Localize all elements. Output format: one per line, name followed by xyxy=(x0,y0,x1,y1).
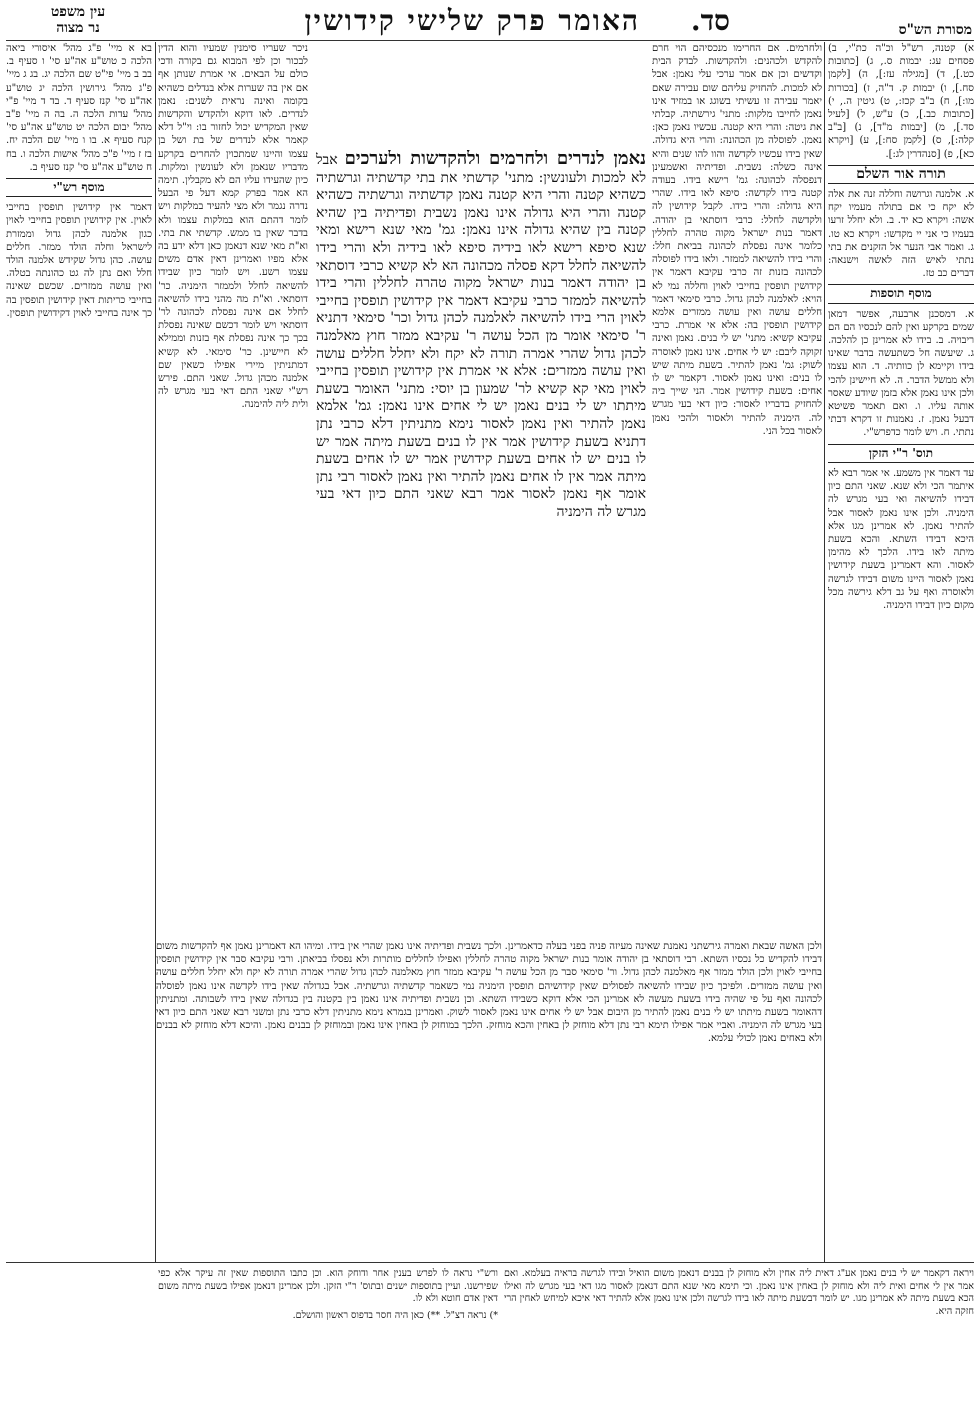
mosaf-tosafot-text: א. דמסכנן ארבעה, אפשר דמאן שמים בקרקע ואין להם לנכסיו הם הם ריבויה. ב. בידו לא אמרינן כן להלכה. ג. שיעשה חל כשתעשה בדבר שאינו בידו וקיימא לן כוותיה. ד. הוא עצמו ולא ממשל הדבר. ה. לא חיישינן להכי ולכן אינו נאמן אלא בזמן שיודע שאסר אותה עליו. ו. ואם תאמר פשיטא דבעל נאמן. ז. נאמנות זו דקרא דבתי נתתי. ח. ויש לומר כדפרש"י. xyxy=(828,308,974,439)
header-rule xyxy=(6,40,974,41)
mosaf-rashi-heading: מוסף רש"י xyxy=(6,178,152,197)
bottom-commentary xyxy=(156,940,822,1258)
rule-bottom xyxy=(6,1262,974,1263)
tos-harosh-heading: תוס' ר"י הזקן xyxy=(828,444,974,463)
masoret-hashas-heading: מסורת הש"ס xyxy=(898,22,972,38)
outer-left-column xyxy=(6,42,152,1042)
tosafot-text: ניכר שעריו סימנין שמעיו והוא הדין לבכור וכן לפי המבוא גם בקורה ודכי כולם על הבאים. אי אמרת שנותן אף אם אין בה שערות אלא בגדלים כשהיא בקומה ואינה נראית לשנים: נאמן לנדרים. לאו דוקא ולהקדש והקדשות שאין המקדיש יכול לחזור בו: וי"ל דלא קאמר אלא לנדרים של בת ושל בן עצמו והיינו שמתכוין להחרים בקרקע מדבריו שנאמן ולא לעונשין ומלקות. כיון שהעידו עליו הם לא מקבלין. תימה הא אמר בפרק קמא דעל פי הבעל נדרה נגמר ולא מצי להעיד במלקות ויש לומר דהתם הוא במלקות עצמו ולא בדבר שאין בו ממש. קדשתי את בתי. וא"ת מאי שנא דנאמן כאן דלא ידע בה אלא מפיו ואמרינן דאין אדם משים עצמו רשע. ויש לומר כיון שבידו להשיאה לחלל ולממזר הימניה. כר' דוסתאי. וא"ת מה מהני בידו להשיאה לחלל אם אינה נפסלת לכהונה לר' דוסתאי ויש לומר דכשם שאינה נפסלת בכך כך אינה נפסלת אף בזנות וממילא לא חיישינן. כר' סימאי. לא קשיא דמתניתין מיירי אפילו כשאין שם אלמנה מכהן גדול. שאני התם. פירש רש"י שאני התם דאי בעי מגרש לה ולית ליה להימנה. xyxy=(158,43,308,411)
torah-or-heading: תורה אור השלם xyxy=(828,165,974,184)
footnote: *) נראה דצ"ל. **) כאן היה חסר בדפוס ראשון והושלם. xyxy=(292,1309,498,1321)
rashi-column xyxy=(652,42,822,932)
torah-or-text: א. אלמנה וגרושה וחללה זנה את אלה לא יקח כי אם בתולה מעמיו יקח אשה: ויקרא כא יד. ב. ולא יחלל זרעו בעמיו כי אני יי מקדשו: ויקרא כא טו. ג. ואמר אבי הנער אל הזקנים את בתי נתתי לאיש הזה לאשה וישנאה: דברים כב טז. xyxy=(828,189,974,280)
bottom-commentary-text: ולכן האשה שבאת ואמרה גירשתני נאמנת שאינה מעיזה פניה בפני בעלה כדאמרינן. ולכך נשבית ופדיתיה אינו נאמן שהרי אין בידו. ומיהו הא דאמרינן נאמן אף להקדשות משום דבידו להקדיש כל נכסיו השתא. רבי דוסתאי בן יהודה אומר בנות ישראל מקוה טהרה לחללין ואפילו לחללים מותרות ולא נפסלו בביאתן. ורבי עקיבא סבר אין קידושין תופסין בחייבי לאוין ולכן הולד ממזר אף מאלמנה לכהן גדול. ור' סימאי סבר מן הכל עושה ר' עקיבא ממזר חוץ מאלמנה לכהן גדול שהרי אמרה תורה לא יקח ולא יחלל חללים עושה ואין עושה ממזרים. ולפיכך כיון שבידו להשיאה לפסולים שאין קידושיהם תופסין הימניה נמי כשאמר קדשתיה וגרשתיה. אבל בגדולה שאין בידו לקדשה אינו נאמן לפוסלה לכהונה ואף על פי שהיה בידו בשעת מעשה לא אמרינן הכי אלא דוקא כשבידו השתא. וכן נשבית ופדיתיה אינו נאמן בין בקטנה בין בגדולה שאין בידו לשבותה. ומתניתין דהאומר בשעת מיתתו יש לי בנים נאמן להתיר מן היבום אבל יש לי אחים אינו נאמן לאסור לשוק. ואמרינן בגמרא נימא מתניתין דלא כרבי נתן ומשני רבא שאני התם כיון דאי בעי מגרש לה הימניה. ואביי אמר אפילו תימא רבי נתן דלא מוחזק לן באחין והכא מוחזק. הלכך במוחזק לן באחין אינו נאמן ובמוחזק לן בבנים נאמן. והיכא דלא מוחזק לא בבנים ולא באחים נאמן לכולי עלמא. xyxy=(156,941,822,1045)
masoret-text: א) קטנה, רש"ל וכ"ה כת"י, ב) פסחים עג: יבמות ס., ג) [כתובות כט.], ד) [מגילה עז:], ה) [לקמן סח.], ו) יבמות ק. ד"ה, ז) [בכורות מו:], ח) ב"ב קכז:, ט) גיטין ה., י) [כתובות כב.], כ) ע"ש, ל) [לעיל סד.], מ) [יבמות מ"ד], נ) [ב"ב קלה:], ס) [לקמן סח:], ע) [ויקרא כא], פ) [סנהדרין לג:]. xyxy=(828,43,974,160)
footer-right-commentary xyxy=(504,1268,974,1409)
folio-number: סד. xyxy=(690,4,730,37)
footer-left-text: ורש"י נראה לו לפרש בענין אחר ודוחק הוא. וכן כתבו התוספות שאין זה עיקר אלא כפי שפירשנו. ועיין בתוספות ישנים ובתוס' ר"י הזקן. ולכן אמרינן דנאמן אפילו בשעת מיתה משום דאין אדם חוטא ולא לו. xyxy=(158,1268,498,1304)
outer-right-column xyxy=(828,42,974,1042)
gemara-body: אבל לא למכות ולעונשין: מתני' קדשתי את בתי קדשתיה וגרשתיה כשהיא קטנה והרי היא קטנה נאמן קדשתיה וגרשתיה כשהיא קטנה והרי היא גדולה אינו נאמן נשבית ופדיתיה בין שהיא קטנה בין שהיא גדולה אינו נאמן: גמ' מאי שנא רישא ומאי שנא סיפא רישא לאו בידיה סיפא לאו בידיה ולא והרי בידו להשיאה לחלל דקא פסלה מכהונה הא לא קשיא כרבי דוסתאי בן יהודה דאמר בנות ישראל מקוה טהרה לחללין והרי בידו להשיאה לממזר כרבי עקיבא דאמר אין קידושין תופסין בחייבי לאוין הרי בידו להשיאה לאלמנה לכהן גדול וכר' סימאי דתניא ר' סימאי אומר מן הכל עושה ר' עקיבא ממזר חוץ מאלמנה לכהן גדול שהרי אמרה תורה לא יקח ולא יחלל חללים עושה ואין עושה ממזרים: אלא אי אמרת אין קידושין תופסין בחייבי לאוין מאי קא קשיא לר' שמעון בן יוסי: מתני' האומר בשעת מיתתו יש לי בנים נאמן יש לי אחים אינו נאמן: גמ' אלמא נאמן להתיר ואין נאמן לאסור נימא מתניתין דלא כרבי נתן דתניא בשעת קידושין אמר אין לו בנים בשעת מיתה אמר יש לו בנים יש לו אחים בשעת קידושין אמר יש לו אחים בשעת מיתה אמר אין לו אחים נאמן להתיר ואין נאמן לאסור רבי נתן אומר אף נאמן לאסור אמר רבא שאני התם כיון דאי בעי מגרש לה הימניה xyxy=(316,152,646,520)
mosaf-rashi-text: דאמר אין קידושין תופסין בחייבי לאוין. אין קידושין תופסין בחייבי לאוין כגון אלמנה לכהן גדול וממזרת לישראל וחלה הולד ממזר. חללים עושה. כהן גדול שקידש אלמנה הולד חלל ואם נתן לה גט כהונתה בטלה. ואין עושה ממזרים. שכשם שאינה בחייבי כריתות דאין קידושין תופסין בה כך אינה בחייבי לאוין דקידושין תופסין. xyxy=(6,202,152,319)
ein-mishpat-text: בא א מיי' פ"ג מהל' איסורי ביאה הלכה כ טוש"ע אה"ע סי' ו סעיף ב. בב ב מיי' פי"ט שם הלכה יג. בג ג מיי' פ"ג מהל' גירושין הלכה יג טוש"ע אה"ע סי' קנז סעיף ד. בד ד מיי' פ"י מהל' עדות הלכה ה. בה ה מיי' פ"ב מהל' יבום הלכה יט טוש"ע אה"ע סי' קנח סעיף א. בו ו מיי' שם הלכה יח. בז ז מיי' פ"כ מהל' אישות הלכה ו. בח ח טוש"ע אה"ע סי' קנז סעיף ב. xyxy=(6,43,152,173)
rashi-text: ולחרמים. אם החרימו מנכסיהם הוי חרם להקדש ולכהנים: ולהקדשות. לבדק הבית וקדשים וכן אם אמר ערכי עלי נאמן: אבל לא למכות. להחזיק עליהם שום עבירה שאם יאמר עבירה זו עשיתי בשוגג או במזיד אינו נאמן לחייבו מלקות: מתני' גירשתיה. קבלתי את גיטה: והרי היא קטנה. עכשיו נאמן כאן: נאמן. לפוסלה מן הכהונה: והרי היא גדולה. שאין בידו עכשיו לקדשה והוו להו שנים והיא אינה כשלה: נשבית. ופדיתיה ואשמעינן דנפסלה לכהונה: גמ' רישא בידו. בעודה קטנה בידו לקדשה: סיפא לאו בידו. שהרי היא גדולה: והרי בידו. לקבל קידושין לה ולקדשה לחלל: כרבי דוסתאי בן יהודה. דאמר בנות ישראל מקוה טהרה לחללין כלומר אינה נפסלת לכהונה בביאת חלל: והרי בידו להשיאה לממזר. ולאו בידו לפוסלה לכהונה בזנות זה כרבי עקיבא דאמר אין קידושין תופסין בחייבי לאוין וחללה נמי לא הויא: לאלמנה לכהן גדול. כרבי סימאי דאמר חללים עושה ואין עושה ממזרים אלמא קידושין תופסין בה: אלא אי אמרת. כרבי עקיבא קשיא: מתני' יש לי בנים. נאמן ואינה זקוקה ליבם: יש לי אחים. אינו נאמן לאוסרה לשוק: גמ' נאמן להתיר. בשעת מיתה שיש לו בנים: ואינו נאמן לאסור. דקאמר יש לו אחים: בשעת קידושין אמר. הני שייך ביה להחזיק בדבריו לאסור: כיון דאי בעי מגרש לה. הימניה להתיר ולאסור ולהכי נאמן לאסור בכל הני. xyxy=(652,43,822,437)
tosafot-column xyxy=(158,42,308,938)
gemara-main-text xyxy=(316,150,646,932)
footer-right-text: ויראה דקאמר יש לי בנים נאמן אע"ג דאית ליה אחין ולא מוחזק לן בבנים דנאמן משום הואיל ובידו לגרשה בראיה בעלמא. ואם אמר אין לי אחים ואית ליה ולא מוחזק לן באחין אינו נאמן. וכי תימא מאי שנא התם דנאמן לאסור מגו דאי בעי מגרש לה ואילו הכא בשעת מיתה לא אמרינן מגו. יש לומר דבשעת מיתה לאו בידו לגרשה ולכן אינו נאמן אלא להתיר דאי איכא למיחש לאחין הרי חזקה היא. xyxy=(504,1268,974,1317)
mosaf-tosafot-heading: מוסף תוספות xyxy=(828,284,974,303)
rule-right-outer xyxy=(824,42,825,1262)
tos-harosh-text: עד דאמר אין משמע. אי אמר רבא לא איתמר הכי ולא שנא. שאני התם כיון דבידו להשיאה ואי בעי מגרש לה הימניה. ולכן אינו נאמן לאסור אבל להתיר נאמן. לא אמרינן מגו אלא היכא דבידו השתא. והכא בשעת מיתה לאו בידו. הלכך לא מהימן לאסור. והא דאמרינן בשעת קידושין נאמן לאסור היינו משום דבידו לגרשה ולאוסרה ואף על גב דלא גירשה מכל מקום כיון דבידו הימניה. xyxy=(828,467,974,611)
ein-mishpat-heading: עין משפט נר מצוה xyxy=(50,4,106,36)
page-title: האומר פרק שלישי קידושין xyxy=(304,4,640,37)
gemara-lead-words: נאמן לנדרים ולחרמים ולהקדשות ולערכים xyxy=(344,150,646,169)
footer-left-commentary xyxy=(158,1268,498,1409)
